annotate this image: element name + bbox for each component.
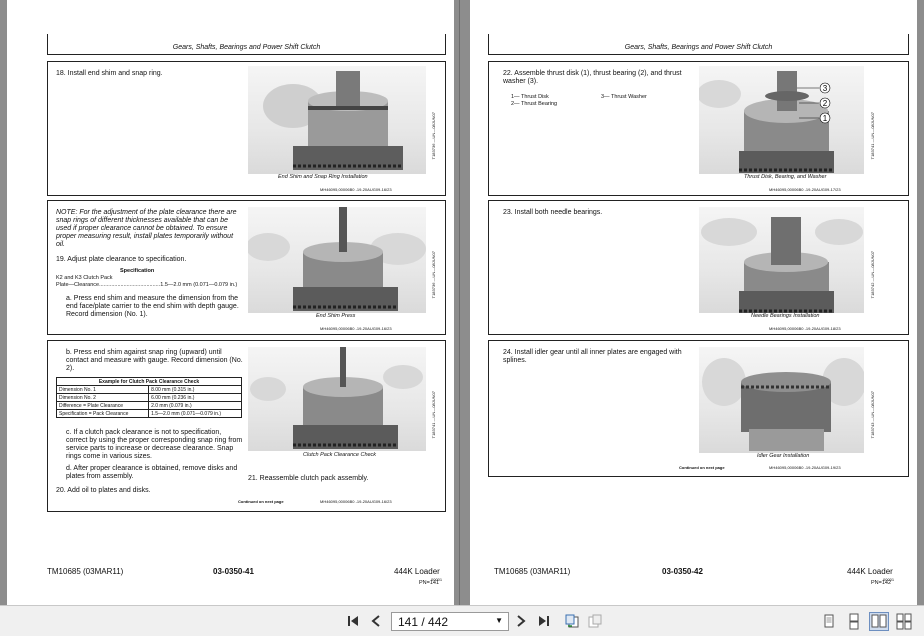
footer-left: TM10685 (03MAR11) <box>494 567 571 576</box>
ref-code-2: MH46095,00006B0 -19-20AUG09-18/23 <box>769 326 841 331</box>
table-row <box>57 402 242 410</box>
section-step-23 <box>488 200 909 335</box>
header-title: Gears, Shafts, Bearings and Power Shift Clutch <box>172 44 321 51</box>
caption-3: Idler Gear Installation <box>757 453 810 459</box>
callout-1: 1 <box>822 114 828 123</box>
clearance-table <box>56 377 242 418</box>
step-19c-text: c. If a clutch pack clearance is not to specification, correct by using the proper corresponding snap ring from service parts to increase or decrease clearance. Snap rings come in various sizes. <box>66 429 243 460</box>
table-cell: Dimension No. 2 <box>57 394 149 402</box>
step-20-text: 20. Add oil to plates and disks. <box>56 487 151 494</box>
section-step-22 <box>488 61 909 196</box>
rotate-back-icon[interactable] <box>563 613 581 629</box>
step-23-text: 23. Install both needle bearings. <box>503 209 603 216</box>
page-number-input[interactable] <box>391 612 509 631</box>
footer-sub-1: 00001 <box>431 577 443 582</box>
legend-3: 3— Thrust Washer <box>601 94 647 100</box>
idler-gear-photo <box>699 347 864 453</box>
rotate-forward-icon[interactable] <box>586 613 604 629</box>
section-step-19b <box>47 340 446 512</box>
table-row <box>57 394 242 402</box>
step-22-text: 22. Assemble thrust disk (1), thrust bearing (2), and thrust washer (3). <box>503 70 682 85</box>
side-ref-3: T183743 —UN—08JUN07 <box>870 391 875 439</box>
spec-line-1: K2 and K3 Clutch Pack <box>56 275 113 281</box>
prev-page-icon[interactable] <box>367 613 385 629</box>
table-title: Example for Clutch Pack Clearance Check <box>57 378 242 386</box>
clutch-pack-photo <box>248 347 426 451</box>
legend-1: 1— Thrust Disk <box>511 94 549 100</box>
step-21-text: 21. Reassemble clutch pack assembly. <box>248 475 369 482</box>
callout-3: 3 <box>822 84 828 93</box>
page-indicator: 141 / 442 <box>398 614 449 629</box>
needle-bearings-photo <box>699 207 864 313</box>
side-ref-1: T183736 —UN—08JUN07 <box>431 112 436 160</box>
first-page-icon[interactable] <box>344 613 362 629</box>
ref-code-1: MH46095,00006B0 -19-20AUG09-17/23 <box>769 187 841 192</box>
table-cell: Dimension No. 1 <box>57 386 149 394</box>
right-page <box>470 0 917 605</box>
footer-sub-1: 00001 <box>883 577 895 582</box>
viewer-toolbar <box>0 605 924 636</box>
table-cell: 1.5—2.0 mm (0.071—0.079 in.) <box>149 410 242 418</box>
ref-code-2: MH46095,00006B0 -19-20AUG09-16/23 <box>320 326 392 331</box>
step-19-text: 19. Adjust plate clearance to specification. <box>56 256 187 263</box>
ref-code-3: MH46095,00006B0 -19-20AUG09-16/23 <box>320 499 392 504</box>
end-shim-press-photo <box>248 207 426 313</box>
footer-sub-2: PN=141 <box>419 580 440 586</box>
spec-line-2: Plate—Clearance........................................1.5—2.0 mm (0.071—0.079 in.) <box>56 282 238 288</box>
callout-2: 2 <box>822 99 828 108</box>
footer-right: 444K Loader <box>847 567 893 576</box>
ref-code-3: MH46095,00006B0 -19-20AUG09-19/23 <box>769 465 841 470</box>
footer-right: 444K Loader <box>394 567 440 576</box>
footer-sub-2: PN=142 <box>871 580 892 586</box>
section-step-24 <box>488 340 909 477</box>
continuous-view-icon[interactable] <box>844 612 864 631</box>
continued-note: Continued on next page <box>238 499 284 504</box>
thrust-disk-photo <box>699 66 864 174</box>
step-19d-text: d. After proper clearance is obtained, remove disks and plates from assembly. <box>66 465 238 480</box>
footer-center: 03-0350-42 <box>662 567 703 576</box>
table-row <box>57 410 242 418</box>
next-page-icon[interactable] <box>512 613 530 629</box>
table-cell: Specification = Pack Clearance <box>57 410 149 418</box>
step-24-text: 24. Install idler gear until all inner plates are engaged with splines. <box>503 349 682 364</box>
two-page-continuous-view-icon[interactable] <box>894 612 914 631</box>
caption-3: Clutch Pack Clearance Check <box>303 452 377 458</box>
continued-note: Continued on next page <box>679 465 725 470</box>
spec-heading: Specification <box>120 268 155 274</box>
page-header <box>488 34 909 55</box>
page-header <box>47 34 446 55</box>
ref-code-1: MH46095,00006B0 -19-20AUG09-16/23 <box>320 187 392 192</box>
side-ref-2: T183736 —UN—08JUN07 <box>431 251 436 299</box>
caption-2: Needle Bearings Installation <box>751 313 820 319</box>
footer-left: TM10685 (03MAR11) <box>47 567 124 576</box>
step-19b-text: b. Press end shim against snap ring (upward) until contact and measure with gauge. Record dimension (No. 2). <box>66 349 243 372</box>
caption-1: Thrust Disk, Bearing, and Washer <box>744 174 827 180</box>
note-text: NOTE: For the adjustment of the plate clearance there are snap rings of different thicknesses available that can be used if proper clearance cannot be obtained. To ensure proper measuring result, install plates temporarily without oil. <box>56 209 237 248</box>
step-18-text: 18. Install end shim and snap ring. <box>56 70 163 77</box>
left-page <box>7 0 454 605</box>
table-cell: Difference = Plate Clearance <box>57 402 149 410</box>
page-divider <box>459 0 460 605</box>
table-cell: 2.0 mm (0.079 in.) <box>149 402 242 410</box>
header-title: Gears, Shafts, Bearings and Power Shift Clutch <box>624 44 773 51</box>
table-cell: 6.00 mm (0.236 in.) <box>149 394 242 402</box>
caption-2: End Shim Press <box>316 313 356 319</box>
section-step-19 <box>47 200 446 335</box>
legend-2: 2— Thrust Bearing <box>511 101 558 107</box>
last-page-icon[interactable] <box>535 613 553 629</box>
footer-center: 03-0350-41 <box>213 567 254 576</box>
table-cell: 8.00 mm (0.315 in.) <box>149 386 242 394</box>
two-page-view-icon[interactable] <box>869 612 889 631</box>
side-ref-3: T183741 —UN—08JUN07 <box>431 391 436 439</box>
side-ref-1: T183741 —UN—08JUN07 <box>870 112 875 160</box>
single-page-view-icon[interactable] <box>819 612 839 631</box>
dropdown-icon[interactable]: ▼ <box>495 616 503 625</box>
step-19a-text: a. Press end shim and measure the dimension from the end face/plate carrier to the end shim with depth gauge. Record dimension (No. 1). <box>66 295 239 318</box>
end-shim-photo <box>248 66 426 174</box>
section-step-18 <box>47 61 446 196</box>
side-ref-2: T183742 —UN—08JUN07 <box>870 251 875 299</box>
table-row <box>57 386 242 394</box>
caption-1: End Shim and Snap Ring Installation <box>278 174 368 180</box>
